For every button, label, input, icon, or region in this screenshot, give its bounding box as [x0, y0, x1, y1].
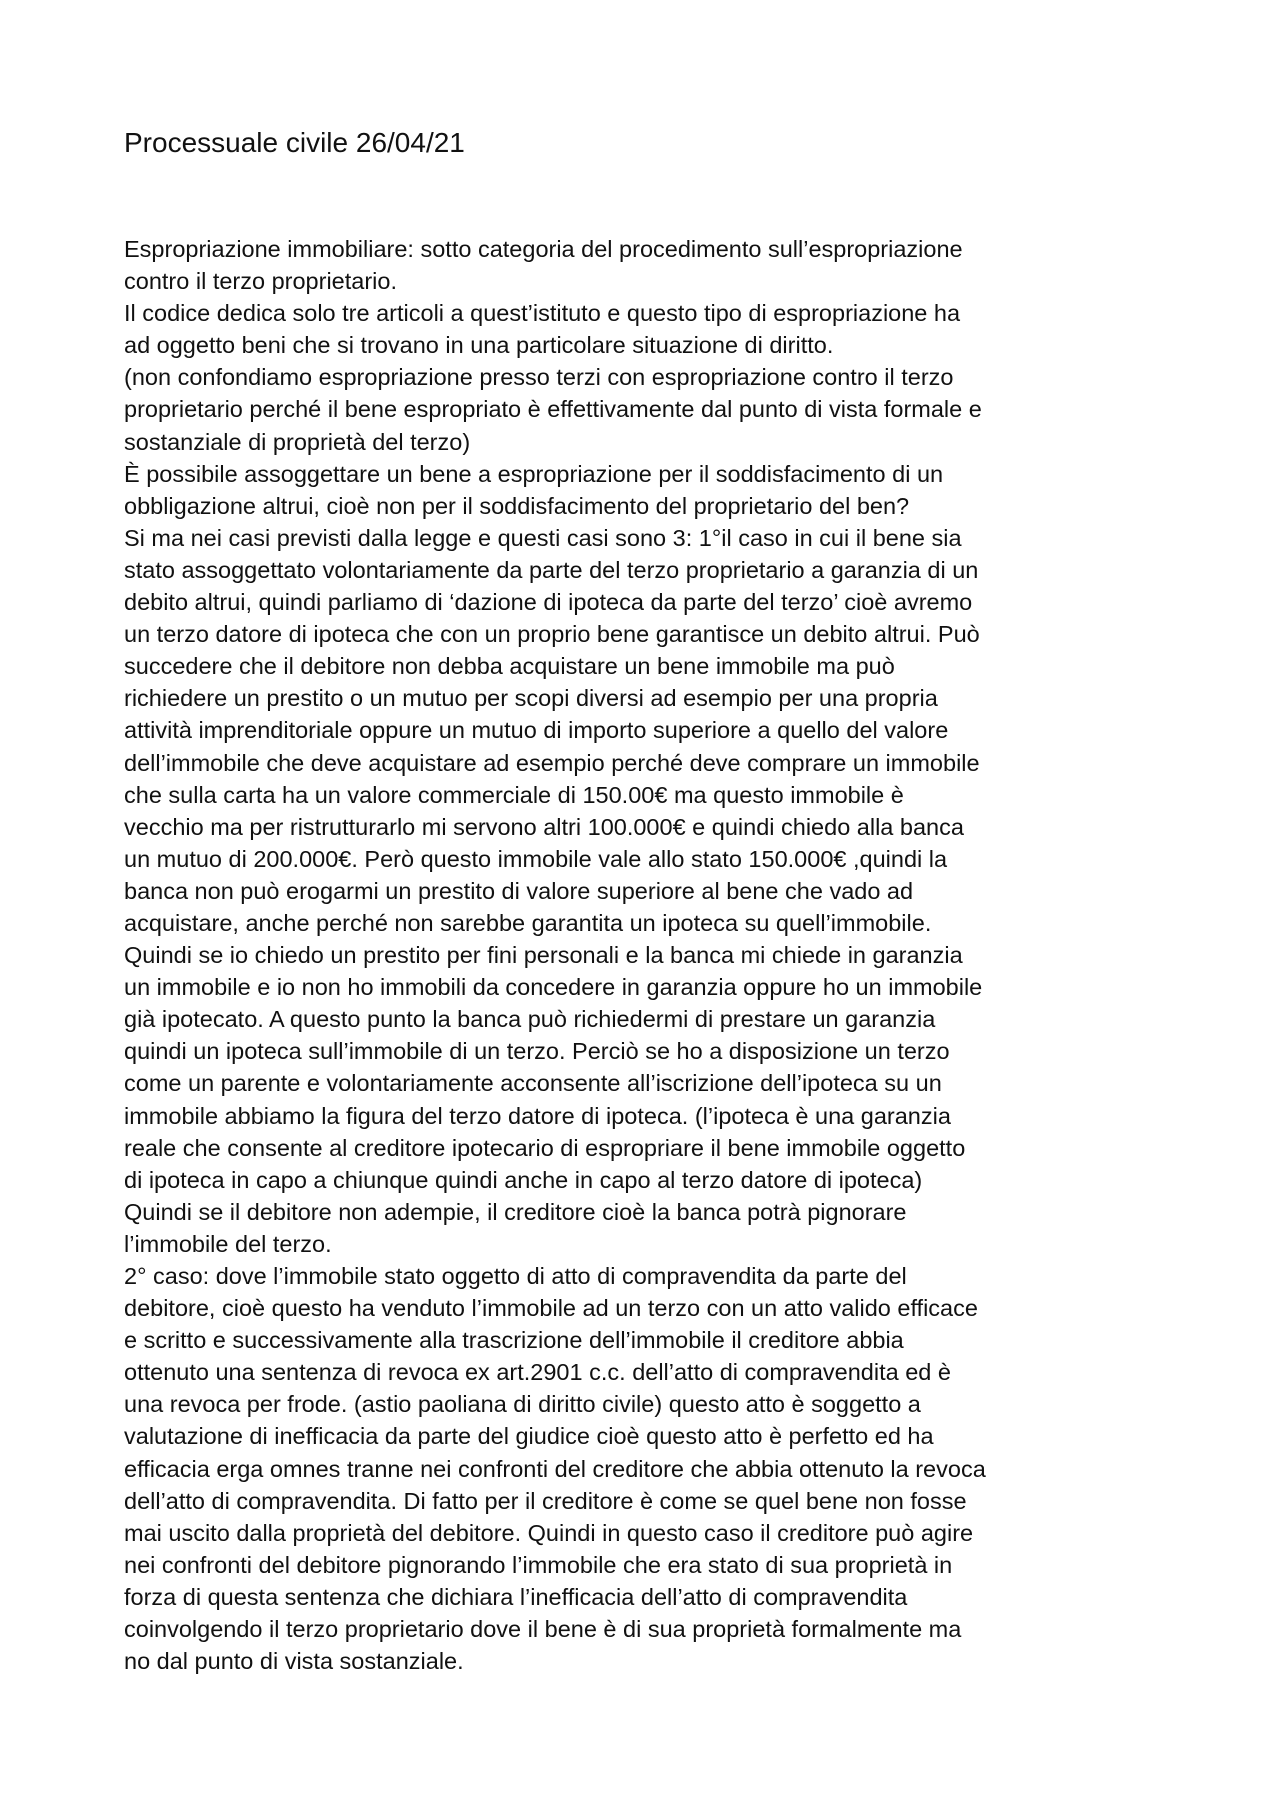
- document-title: Processuale civile 26/04/21: [124, 127, 465, 158]
- body-line: mai uscito dalla proprietà del debitore. Quindi in questo caso il creditore può agire: [124, 1519, 974, 1546]
- body-line: e scritto e successivamente alla trascrizione dell’immobile il creditore abbia: [124, 1327, 904, 1354]
- document-body: [124, 233, 1184, 1677]
- body-line: vecchio ma per ristrutturarlo mi servono altri 100.000€ e quindi chiedo alla banca: [124, 813, 964, 840]
- body-line: nei confronti del debitore pignorando l’immobile che era stato di sua proprietà in: [124, 1551, 953, 1578]
- body-line: valutazione di inefficacia da parte del giudice cioè questo atto è perfetto ed ha: [124, 1423, 934, 1450]
- body-line: un mutuo di 200.000€. Però questo immobile vale allo stato 150.000€ ,quindi la: [124, 845, 948, 872]
- body-line: un terzo datore di ipoteca che con un proprio bene garantisce un debito altrui. Può: [124, 621, 980, 648]
- body-line: 2° caso: dove l’immobile stato oggetto di atto di compravendita da parte del: [124, 1263, 907, 1289]
- body-line: efficacia erga omnes tranne nei confronti del creditore che abbia ottenuto la revoca: [124, 1455, 986, 1482]
- body-line: già ipotecato. A questo punto la banca può richiedermi di prestare un garanzia: [124, 1006, 936, 1033]
- body-line: Il codice dedica solo tre articoli a quest’istituto e questo tipo di espropriazione ha: [124, 300, 961, 327]
- body-line: (non confondiamo espropriazione presso terzi con espropriazione contro il terzo: [124, 364, 954, 391]
- body-line: un immobile e io non ho immobili da concedere in garanzia oppure ho un immobile: [124, 974, 983, 1001]
- body-line: l’immobile del terzo.: [124, 1230, 332, 1257]
- body-line: Quindi se io chiedo un prestito per fini personali e la banca mi chiede in garanzia: [124, 942, 963, 969]
- body-line: Espropriazione immobiliare: sotto categoria del procedimento sull’espropriazione: [124, 236, 963, 262]
- body-line: dell’immobile che deve acquistare ad esempio perché deve comprare un immobile: [124, 749, 980, 776]
- body-line: quindi un ipoteca sull’immobile di un terzo. Perciò se ho a disposizione un terzo: [124, 1038, 950, 1065]
- body-line: dell’atto di compravendita. Di fatto per il creditore è come se quel bene non fosse: [124, 1487, 967, 1514]
- body-line: acquistare, anche perché non sarebbe garantita un ipoteca su quell’immobile.: [124, 909, 932, 936]
- body-line: debito altrui, quindi parliamo di ‘dazione di ipoteca da parte del terzo’ cioè avremo: [124, 589, 973, 616]
- body-line: come un parente e volontariamente acconsente all’iscrizione dell’ipoteca su un: [124, 1070, 942, 1097]
- body-line: di ipoteca in capo a chiunque quindi anche in capo al terzo datore di ipoteca): [124, 1166, 923, 1193]
- body-line: debitore, cioè questo ha venduto l’immobile ad un terzo con un atto valido efficace: [124, 1295, 978, 1322]
- body-line: succedere che il debitore non debba acquistare un bene immobile ma può: [124, 653, 895, 680]
- body-line: immobile abbiamo la figura del terzo datore di ipoteca. (l’ipoteca è una garanzia: [124, 1102, 951, 1129]
- body-line: ad oggetto beni che si trovano in una particolare situazione di diritto.: [124, 332, 834, 359]
- body-line: una revoca per frode. (astio paoliana di diritto civile) questo atto è soggetto a: [124, 1391, 921, 1418]
- body-line: ottenuto una sentenza di revoca ex art.2901 c.c. dell’atto di compravendita ed è: [124, 1359, 951, 1386]
- body-line: banca non può erogarmi un prestito di valore superiore al bene che vado ad: [124, 877, 914, 904]
- body-line: stato assoggettato volontariamente da parte del terzo proprietario a garanzia di un: [124, 556, 979, 583]
- body-line: Quindi se il debitore non adempie, il creditore cioè la banca potrà pignorare: [124, 1198, 907, 1225]
- body-line: contro il terzo proprietario.: [124, 268, 397, 295]
- body-line: richiedere un prestito o un mutuo per scopi diversi ad esempio per una propria: [124, 685, 938, 712]
- body-line: coinvolgendo il terzo proprietario dove il bene è di sua proprietà formalmente ma: [124, 1616, 962, 1643]
- body-line: obbligazione altrui, cioè non per il soddisfacimento del proprietario del ben?: [124, 492, 910, 519]
- body-line: reale che consente al creditore ipotecario di espropriare il bene immobile oggetto: [124, 1134, 966, 1161]
- body-line: no dal punto di vista sostanziale.: [124, 1648, 464, 1675]
- body-line: attività imprenditoriale oppure un mutuo di importo superiore a quello del valore: [124, 717, 949, 744]
- body-line: Si ma nei casi previsti dalla legge e questi casi sono 3: 1°il caso in cui il bene sia: [124, 524, 962, 551]
- body-line: proprietario perché il bene espropriato è effettivamente dal punto di vista formale e: [124, 396, 982, 423]
- body-line: forza di questa sentenza che dichiara l’inefficacia dell’atto di compravendita: [124, 1583, 908, 1610]
- body-line: che sulla carta ha un valore commerciale di 150.00€ ma questo immobile è: [124, 781, 904, 808]
- body-line: sostanziale di proprietà del terzo): [124, 428, 471, 455]
- body-line: È possibile assoggettare un bene a espropriazione per il soddisfacimento di un: [124, 460, 944, 487]
